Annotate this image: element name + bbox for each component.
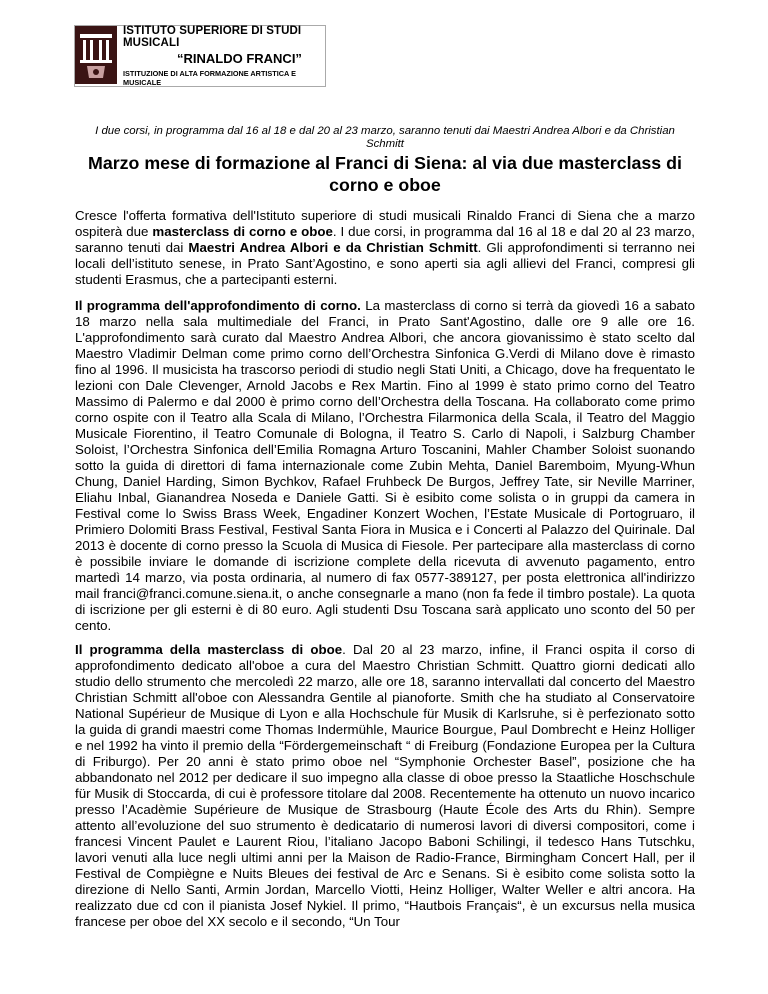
article-subtitle: I due corsi, in programma dal 16 al 18 e dal 20 al 23 marzo, saranno tenuti dai Maestri Andrea Albori e da Christian Schmitt: [95, 125, 675, 150]
logo-line-2: “RINALDO FRANCI”: [177, 51, 302, 66]
intro-bold-masterclass: masterclass di corno e oboe: [152, 224, 333, 239]
intro-text-2: . I due corsi, in programma dal 16 al 18 e dal 20 al 23 marzo, saranno tenuti dai: [75, 224, 695, 255]
institute-logo: [74, 25, 326, 87]
article-title: Marzo mese di formazione al Franci di Siena: al via due masterclass di corno e oboe: [88, 153, 682, 195]
horn-body: La masterclass di corno si terrà da giovedì 16 a sabato 18 marzo nella sala multimediale del Franci, in Prato Sant'Agostino, dalle ore 9 alle ore 16. L'approfondimento sarà curato dal Maestro Andrea Albori, che ancora giovanissimo è stato scelto dal Maestro Vladimir Delman come primo corno dell’Orchestra Sinfonica G.Verdi di Milano dove è rimasto fino al 1996. Il musicista ha trascorso periodi di studio negli Stati Uniti, a Chicago, dove ha frequentato le lezioni con Dale Clevenger, Arnold Jacobs e Rex Martin. Fino al 1999 è stato primo corno del Teatro Massimo di Palermo e dal 2000 è primo corno dell’Orchestra della Toscana. Ha collaborato come primo corno ospite con il Teatro alla Scala di Milano, l’Orchestra Filarmonica della Scala, il Teatro del Maggio Musicale Fiorentino, il Teatro Comunale di Bologna, il Teatro S. Carlo di Napoli, i Salzburg Chamber Soloist, l’Orchestra Sinfonica dell’Emilia Romagna Arturo Toscanini, Mahler Chamber Soloist suonando sotto la guida di direttori di fama internazionale come Zubin Mehta, Daniel Baremboim, Myung-Whun Chung, Daniel Harding, Simon Bychkov, Rafael Fruhbeck De Burgos, Jeffrey Tate, sir Neville Marriner, Eliahu Inbal, Gianandrea Noseda e Daniele Gatti. Si è esibito come solista o in gruppi da camera in Festival come lo Swiss Brass Week, Engadiner Konzert Wochen, l’Estate Musicale di Portogruaro, il Primiero Dolomiti Brass Festival, Festival Santa Fiora in Musica e i Concerti al Palazzo del Quirinale. Dal 2013 è docente di corno presso la Scuola di Musica di Fiesole. Per partecipare alla masterclass di corno è possibile inviare le domande di iscrizione complete della ricevuta di avvenuto pagamento, entro martedì 14 marzo, via posta ordinaria, al numero di fax 0577-389127, per posta elettronica all'indirizzo mail franci@franci.comune.siena.it, o anche consegnarle a mano (non fa fede il timbro postale). La quota di iscrizione per gli esterni è di 80 euro. Agli studenti Dsu Toscana sarà applicato uno sconto del 50 per cento.: [75, 298, 695, 633]
logo-text: [117, 26, 325, 86]
logo-line-1: ISTITUTO SUPERIORE DI STUDI MUSICALI: [123, 25, 302, 49]
intro-bold-maestri: Maestri Andrea Albori e da Christian Schmitt: [188, 240, 478, 255]
intro-paragraph: [75, 208, 695, 288]
oboe-body: . Dal 20 al 23 marzo, infine, il Franci ospita il corso di approfondimento dedicato all'oboe a cura del Maestro Christian Schmitt. Quattro giorni dedicati allo studio dello strumento che mercoledì 22 marzo, alle ore 18, saranno intervallati dal concerto del Maestro Christian Schmitt all'oboe con Alessandra Gentile al pianoforte. Smith che ha studiato al Conservatoire National Supérieur de Musique di Lyon e alla Hochschule für Musik di Karlsruhe, si è perfezionato sotto la guida di grandi maestri come Thomas Indermühle, Maurice Bourgue, Paul Dombrecht e Heinz Holliger e nel 1992 ha vinto il premio della “Fördergemeinschaft “ di Freiburg (Fondazione Europea per la Cultura di Friburgo). Per 20 anni è stato primo oboe nel “Symphonie Orchester Basel”, posizione che ha abbandonato nel 2012 per dedicare il suo impegno alla classe di oboe presso la Staatliche Hoschschule für Musik di Stoccarda, di cui è professore titolare dal 2008. Recentemente ha ottenuto un nuovo incarico presso l’Acadèmie Supérieure de Musique de Strasbourg (Haute École des Arts du Rhin). Sempre attento all’evoluzione del suo strumento è dedicatario di numerosi lavori di diversi compositori, come i francesi Vincent Paulet e Laurent Riou, l’italiano Jacopo Baboni Schilingi, il tedesco Hans Tutschku, lavori venuti alla luce negli ultimi anni per la Maison de Radio-France, Birmingham Concert Hall, per il Festival de Compiègne e Nuits Bleues dei festival de Arc e Senans. Si è esibito come solista sotto la direzione di Nello Santi, Armin Jordan, Marcello Viotti, Heinz Holliger, Walter Weller e altri ancora. Ha realizzato due cd con il pianista Josef Nykiel. Il primo, “Hautbois Français“, è un excursus nella musica francese per oboe del XX secolo e il secondo, “Un Tour: [75, 642, 695, 929]
oboe-heading: Il programma della masterclass di oboe: [75, 642, 343, 657]
logo-line-3: ISTITUZIONE DI ALTA FORMAZIONE ARTISTICA E MUSICALE: [123, 69, 296, 87]
intro-text-1: Cresce l'offerta formativa dell'Istituto superiore di studi musicali Rinaldo Franci di Siena che a marzo ospiterà due: [75, 208, 695, 239]
intro-text-3: . Gli approfondimenti si terranno nei locali dell’istituto senese, in Prato Sant’Agostino, e sono aperti sia agli allievi del Franci, compresi gli studenti Erasmus, che a partecipanti esterni.: [75, 240, 695, 287]
horn-paragraph: [75, 298, 695, 634]
institute-emblem-icon: [75, 26, 117, 84]
oboe-paragraph: [75, 642, 695, 930]
horn-heading: Il programma dell'approfondimento di corno.: [75, 298, 361, 313]
